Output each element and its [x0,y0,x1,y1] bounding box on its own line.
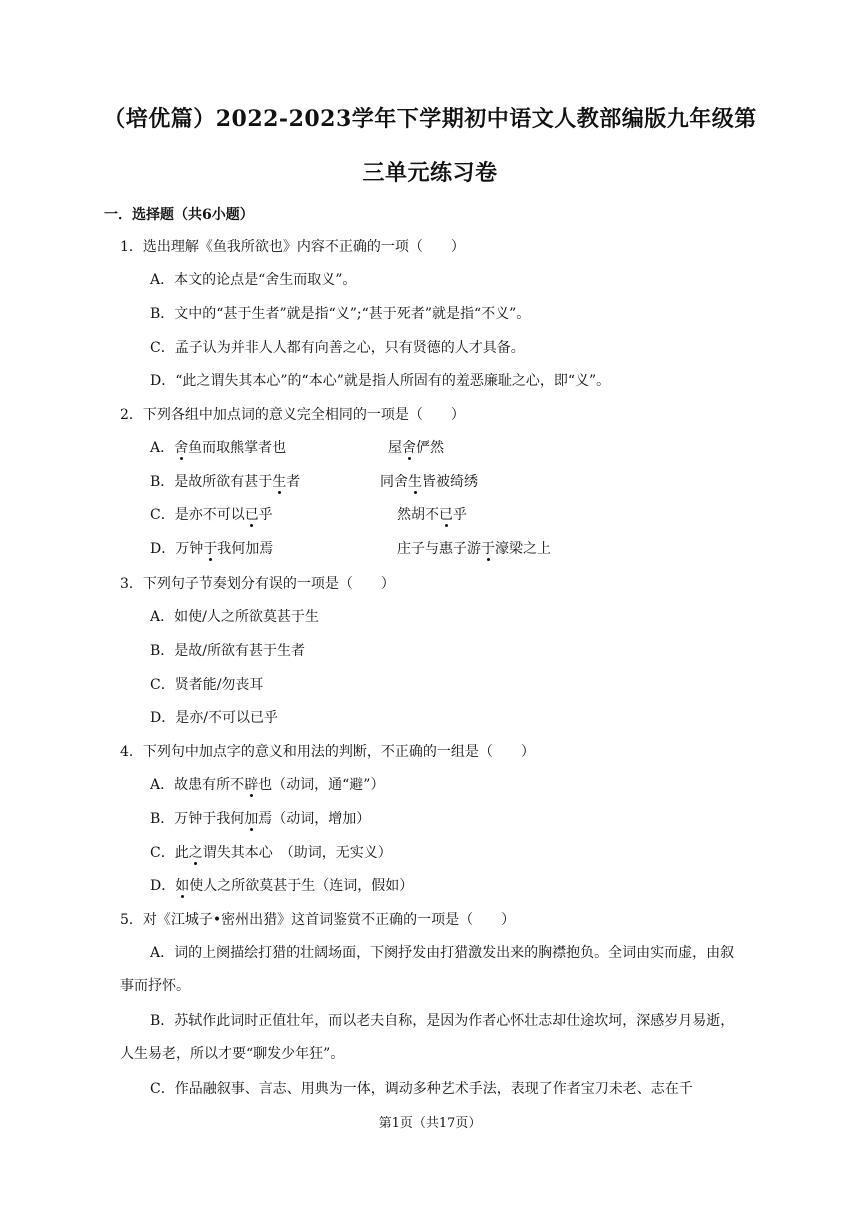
section-heading: 一．选择题（共6小题） [104,207,254,223]
dotted-char: 如 [175,878,190,894]
question-4-option-a [150,775,384,795]
text: B．万钟于我何 [150,811,245,827]
document-title-line2: 三单元练习卷 [362,160,498,186]
question-1-option-b: B．文中的“甚于生者”就是指“义”;“甚于死者”就是指“不义”。 [150,306,531,322]
text: 濠梁之上 [495,541,551,557]
dotted-char: 生 [408,474,422,490]
question-2-option-c-pair [397,505,467,525]
question-2-option-d [150,539,273,559]
dotted-char: 之 [188,845,203,861]
page-footer: 第1页（共17页） [378,1116,482,1131]
question-4-option-b [150,809,370,829]
dotted-char: 舍 [174,440,189,456]
text: 者 [286,474,301,490]
document-title-line1: （培优篇）2022-2023学年下学期初中语文人教部编版九年级第 [103,106,757,132]
dotted-char: 加 [244,811,259,827]
question-3-option-b: B．是故/所欲有甚于生者 [150,643,306,659]
question-4-option-d [150,876,413,896]
text: 乎 [258,507,273,523]
dotted-char: 辟 [244,777,259,793]
dotted-char: 于 [203,541,218,557]
question-2-option-c [150,505,273,525]
dotted-char: 已 [244,507,259,523]
question-4-option-c [150,843,392,863]
question-2-option-a-pair [388,438,444,458]
text: A． [150,440,175,456]
question-2-option-b-pair [380,472,478,492]
text: 鱼而取熊掌者也 [188,440,287,456]
question-4-stem: 4．下列句中加点字的意义和用法的判断，不正确的一组是（ ） [120,744,535,760]
question-3-option-c: C．贤者能/勿丧耳 [150,677,264,693]
question-3-stem: 3．下列句子节奏划分有误的一项是（ ） [120,576,395,592]
text: 皆被绮绣 [422,474,478,490]
text: D． [150,878,176,894]
dotted-char: 生 [272,474,287,490]
dotted-char: 舍 [402,440,416,456]
question-2-option-a [150,438,286,458]
question-1-option-c: C．孟子认为并非人人都有向善之心，只有贤德的人才具备。 [150,340,525,356]
text: 乎 [453,507,467,523]
text: 俨然 [416,440,444,456]
question-1-option-d: D．“此之谓失其本心”的“本心”就是指人所固有的羞恶廉耻之心，即“义”。 [150,373,611,389]
text: C．是亦不可以 [150,507,245,523]
text: 庄子与惠子游 [397,541,481,557]
text: 屋 [388,440,402,456]
question-1-option-a: A．本文的论点是“舍生而取义”。 [150,272,357,288]
text: A．故患有所不 [150,777,245,793]
question-1-stem: 1．选出理解《鱼我所欲也》内容不正确的一项（ ） [120,239,465,255]
question-5-option-b: B．苏轼作此词时正值壮年，而以老夫自称，是因为作者心怀壮志却仕途坎坷，深感岁月易逝，人生易老，所以才要“聊发少年狂”。 [120,1013,735,1062]
text: 谓失其本心 （助词，无实义） [202,845,392,861]
text: D．万钟 [150,541,204,557]
text: 同舍 [380,474,408,490]
question-5-stem: 5．对《江城子•密州出猎》这首词鉴赏不正确的一项是（ ） [120,912,516,928]
text: B．是故所欲有甚于 [150,474,273,490]
text: C．此 [150,845,189,861]
question-3-option-a: A．如使/人之所欲莫甚于生 [150,609,319,625]
question-5-option-c: C．作品融叙事、言志、用典为一体，调动多种艺术手法，表现了作者宝刀未老、志在千 [150,1081,693,1097]
dotted-char: 于 [481,541,495,557]
dotted-char: 已 [439,507,453,523]
question-3-option-d: D．是亦/不可以已乎 [150,710,278,726]
text: 使人之所欲莫甚于生（连词，假如） [189,878,414,894]
text: 我何加焉 [217,541,274,557]
question-5-option-a: A．词的上阕描绘打猎的壮阔场面，下阕抒发由打猎激发出来的胸襟抱负。全词由实而虚，由叙事而抒怀。 [120,945,735,994]
question-2-option-b [150,472,300,492]
question-2-option-d-pair [397,539,551,559]
question-2-stem: 2．下列各组中加点词的意义完全相同的一项是（ ） [120,407,465,423]
text: 然胡不 [397,507,439,523]
text: 焉（动词，增加） [258,811,371,827]
text: 也（动词，通“避”） [258,777,385,793]
